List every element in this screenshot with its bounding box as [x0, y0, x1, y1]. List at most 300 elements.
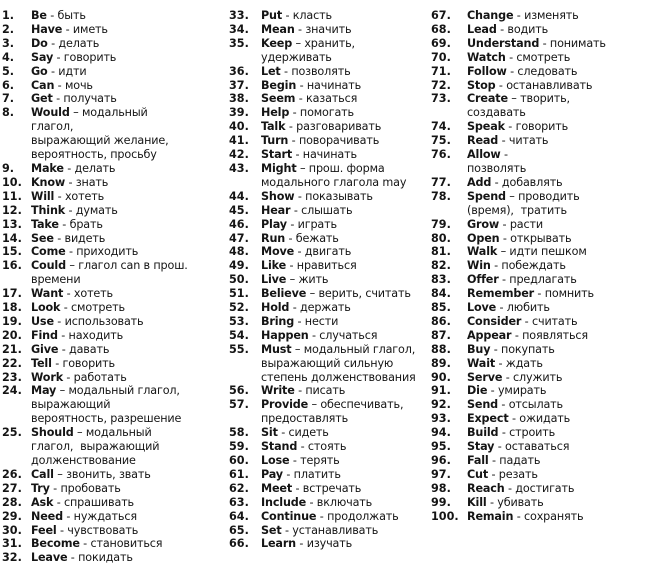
english-word: Run — [261, 231, 286, 245]
english-word: Kill — [467, 495, 487, 509]
item-text — [467, 9, 579, 23]
item-text — [31, 329, 123, 343]
item-text — [31, 524, 138, 538]
item-number: 22. — [2, 356, 22, 370]
item-number: 69. — [431, 36, 451, 50]
list-item — [229, 537, 429, 551]
list-item — [431, 343, 644, 357]
english-word: Change — [467, 9, 514, 22]
translation-continued: глагол, — [31, 120, 74, 134]
list-item — [431, 426, 644, 440]
list-item — [229, 398, 429, 426]
english-word: Might — [261, 161, 297, 175]
translation-continued: степень долженствования — [261, 370, 416, 384]
item-number: 56. — [229, 384, 249, 398]
english-word: Consider — [467, 314, 522, 328]
item-text — [467, 273, 577, 287]
list-item — [431, 329, 644, 343]
list-item — [2, 301, 224, 315]
english-word: Call — [31, 467, 54, 481]
english-word: Expect — [467, 412, 509, 426]
item-text — [31, 287, 113, 301]
item-text — [467, 23, 548, 37]
item-number: 78. — [431, 189, 451, 203]
list-item — [229, 287, 429, 301]
item-text — [31, 245, 138, 259]
translation: - смотреть — [505, 50, 571, 64]
english-word: Build — [467, 426, 499, 440]
list-item — [431, 496, 644, 510]
english-word: Hold — [261, 301, 290, 315]
english-word: Lose — [261, 454, 290, 467]
list-item — [2, 176, 224, 190]
translation: - двигать — [294, 245, 352, 259]
item-number: 28. — [2, 495, 22, 509]
item-number: 30. — [2, 523, 22, 537]
list-item — [431, 190, 644, 218]
item-text — [261, 79, 361, 93]
item-number: 82. — [431, 259, 451, 273]
translation: - побеждать — [490, 259, 566, 273]
translation: - пробовать — [49, 481, 121, 495]
item-text — [261, 204, 352, 218]
item-number: 48. — [229, 245, 249, 259]
english-word: Come — [31, 245, 66, 259]
item-number: 94. — [431, 426, 451, 440]
english-word: Take — [31, 217, 59, 231]
item-number: 73. — [431, 92, 451, 106]
list-item — [229, 65, 429, 79]
item-number: 23. — [2, 370, 22, 384]
translation: - говорить — [51, 356, 115, 370]
english-word: Ask — [31, 495, 54, 509]
item-text — [31, 218, 103, 232]
translation: - следовать — [506, 64, 578, 78]
item-number: 74. — [431, 120, 451, 134]
item-number: 31. — [2, 537, 22, 551]
list-item — [229, 510, 429, 524]
item-text — [31, 343, 109, 357]
item-number: 53. — [229, 314, 249, 328]
english-word: Continue — [261, 509, 317, 523]
item-number: 19. — [2, 314, 22, 328]
item-text — [467, 245, 587, 259]
english-word: Reach — [467, 481, 505, 495]
list-item — [431, 287, 644, 301]
list-item — [229, 106, 429, 120]
english-word: Help — [261, 106, 290, 120]
english-word: Cut — [467, 467, 489, 481]
item-text — [467, 287, 594, 301]
translation: - расти — [499, 217, 543, 231]
item-text — [31, 357, 115, 371]
translation: - приходить — [65, 245, 139, 259]
list-item — [431, 92, 644, 120]
list-item — [431, 301, 644, 315]
list-item — [229, 120, 429, 134]
item-number: 5. — [2, 64, 15, 78]
list-item — [229, 23, 429, 37]
translation-continued: выражающий сильную — [261, 356, 394, 370]
item-number: 72. — [431, 78, 451, 92]
list-item — [229, 9, 429, 23]
item-text — [31, 51, 116, 65]
translation: - хотеть — [54, 189, 105, 203]
translation: - говорить — [504, 120, 569, 134]
translation: - падать — [488, 454, 541, 467]
item-number: 13. — [2, 217, 22, 231]
english-word: Include — [261, 495, 307, 509]
item-number: 91. — [431, 384, 451, 398]
translation-continued: выражающий — [31, 398, 111, 412]
item-text — [467, 384, 546, 398]
item-text — [31, 65, 86, 79]
item-number: 20. — [2, 328, 22, 342]
list-item — [229, 148, 429, 162]
translation: - мочь — [54, 78, 93, 92]
item-number: 45. — [229, 203, 249, 217]
english-word: Put — [261, 9, 283, 22]
english-word: May — [31, 384, 57, 398]
english-word: Fall — [467, 454, 489, 467]
list-item — [2, 245, 224, 259]
item-number: 68. — [431, 22, 451, 36]
item-text — [261, 524, 378, 538]
item-number: 1. — [2, 9, 15, 22]
item-text — [31, 9, 86, 23]
english-word: Move — [261, 245, 295, 259]
translation-continued: времени — [31, 273, 81, 287]
list-item — [2, 37, 224, 51]
list-item — [2, 371, 224, 385]
item-text — [261, 190, 373, 204]
list-item — [431, 218, 644, 232]
item-number: 11. — [2, 189, 22, 203]
translation-continued: выражающий желание, — [31, 134, 169, 148]
english-word: Learn — [261, 537, 296, 551]
english-word: Turn — [261, 134, 289, 148]
list-item — [2, 287, 224, 301]
item-text — [31, 551, 133, 565]
translation: - ожидать — [508, 412, 571, 426]
item-text — [467, 51, 570, 65]
list-item — [229, 162, 429, 190]
translation: - показывать — [294, 189, 373, 203]
list-item — [2, 162, 224, 176]
translation: – идти пешком — [497, 245, 587, 259]
item-number: 75. — [431, 134, 451, 148]
english-word: Open — [467, 231, 500, 245]
translation: - изменять — [513, 9, 579, 22]
item-text — [31, 232, 105, 246]
list-item — [2, 92, 224, 106]
english-word: Appear — [467, 328, 512, 342]
item-number: 29. — [2, 509, 22, 523]
translation: - включать — [306, 495, 373, 509]
english-word: Pay — [261, 467, 283, 481]
item-text — [31, 301, 125, 315]
translation: - начинать — [296, 78, 362, 92]
list-item — [229, 259, 429, 273]
translation: - думать — [65, 203, 118, 217]
translation: – модальный — [73, 426, 152, 440]
item-number: 87. — [431, 328, 451, 342]
item-text — [31, 204, 118, 218]
translation: - служить — [502, 370, 563, 384]
item-text — [31, 482, 121, 496]
item-number: 47. — [229, 231, 249, 245]
translation: – глагол can в прош. — [65, 259, 188, 273]
item-number: 57. — [229, 398, 249, 412]
item-text — [261, 218, 337, 232]
translation: - стоять — [297, 440, 347, 454]
translation-continued: создавать — [467, 106, 526, 120]
item-text — [467, 440, 569, 454]
item-number: 8. — [2, 106, 15, 120]
english-word: Can — [31, 78, 55, 92]
list-item — [2, 65, 224, 79]
english-word: Watch — [467, 50, 506, 64]
item-text — [261, 384, 345, 398]
list-item — [229, 524, 429, 538]
item-text — [467, 329, 588, 343]
list-item — [431, 468, 644, 482]
list-item — [2, 9, 224, 23]
english-word: Stop — [467, 78, 496, 92]
list-item — [229, 426, 429, 440]
item-text — [467, 468, 538, 482]
english-word: Believe — [261, 287, 307, 301]
translation: - становиться — [79, 537, 163, 551]
translation: - играть — [286, 217, 337, 231]
translation-continued: предоставлять — [261, 412, 349, 426]
english-word: Become — [31, 537, 80, 551]
item-text — [261, 468, 341, 482]
list-item — [431, 23, 644, 37]
list-item — [229, 92, 429, 106]
translation: - класть — [282, 9, 332, 22]
translation: - смотреть — [60, 301, 125, 315]
item-number: 89. — [431, 356, 451, 370]
item-text — [467, 482, 574, 496]
item-number: 15. — [2, 245, 22, 259]
item-number: 27. — [2, 481, 22, 495]
english-word: Should — [31, 426, 74, 440]
english-word: Bring — [261, 314, 295, 328]
english-word: Try — [31, 481, 50, 495]
translation-continued: (время), тратить — [467, 203, 567, 217]
item-number: 40. — [229, 120, 249, 134]
item-number: 83. — [431, 273, 451, 287]
english-word: Be — [31, 9, 47, 22]
translation-continued: удерживать — [261, 50, 332, 64]
item-text — [467, 92, 570, 120]
english-word: Lead — [467, 22, 497, 36]
english-word: Know — [31, 175, 66, 189]
item-number: 86. — [431, 314, 451, 328]
list-item — [431, 232, 644, 246]
translation: - помогать — [289, 106, 354, 120]
list-item — [2, 329, 224, 343]
list-item — [229, 301, 429, 315]
item-text — [261, 537, 352, 551]
list-item — [229, 384, 429, 398]
item-text — [467, 79, 592, 93]
list-item — [431, 51, 644, 65]
english-word: Do — [31, 36, 48, 50]
translation: - знать — [65, 175, 109, 189]
english-word: Keep — [261, 36, 293, 50]
translation: – звонить, звать — [53, 467, 151, 481]
translation: - останавливать — [495, 78, 593, 92]
translation: - случаться — [308, 328, 378, 342]
english-word: Need — [31, 509, 63, 523]
item-text — [31, 371, 127, 385]
list-item — [431, 65, 644, 79]
list-item — [431, 510, 644, 524]
translation: - говорить — [53, 50, 117, 64]
item-number: 96. — [431, 454, 451, 467]
english-word: Walk — [467, 245, 498, 259]
item-number: 71. — [431, 64, 451, 78]
translation: - встречать — [292, 481, 362, 495]
list-item — [2, 482, 224, 496]
item-number: 18. — [2, 301, 22, 315]
item-number: 4. — [2, 50, 15, 64]
item-number: 41. — [229, 134, 249, 148]
item-number: 33. — [229, 9, 249, 22]
translation: - — [500, 148, 508, 162]
item-text — [261, 9, 332, 23]
item-text — [31, 190, 104, 204]
translation: - умирать — [487, 384, 547, 398]
item-text — [467, 65, 577, 79]
translation: – модальный глагол, — [56, 384, 180, 398]
item-number: 81. — [431, 245, 451, 259]
english-word: Play — [261, 217, 287, 231]
item-text — [467, 454, 540, 468]
english-word: Say — [31, 50, 54, 64]
item-number: 49. — [229, 259, 249, 273]
item-number: 66. — [229, 537, 249, 551]
list-item — [2, 510, 224, 524]
item-text — [31, 537, 162, 551]
list-item — [2, 524, 224, 538]
list-item — [2, 232, 224, 246]
item-text — [261, 398, 403, 426]
english-word: Read — [467, 134, 499, 148]
translation: - предлагать — [498, 273, 577, 287]
item-number: 70. — [431, 50, 451, 64]
list-item — [229, 190, 429, 204]
translation: - разговаривать — [285, 120, 382, 134]
translation: - убивать — [486, 495, 544, 509]
list-item — [2, 259, 224, 287]
english-word: Have — [31, 22, 63, 36]
item-text — [31, 162, 115, 176]
translation: - сохранять — [513, 509, 584, 523]
english-word: Allow — [467, 148, 501, 162]
list-item — [431, 315, 644, 329]
item-number: 52. — [229, 301, 249, 315]
item-text — [261, 454, 340, 468]
item-text — [261, 259, 357, 273]
list-item — [2, 51, 224, 65]
item-number: 63. — [229, 495, 249, 509]
item-number: 25. — [2, 426, 22, 440]
translation: - водить — [496, 22, 549, 36]
list-item — [229, 204, 429, 218]
item-number: 3. — [2, 36, 15, 50]
item-number: 7. — [2, 92, 15, 106]
list-item — [2, 468, 224, 482]
list-item — [431, 398, 644, 412]
translation: - продолжать — [316, 509, 399, 523]
item-number: 16. — [2, 259, 22, 273]
english-word: Die — [467, 384, 488, 398]
item-number: 9. — [2, 161, 15, 175]
english-word: Talk — [261, 120, 286, 134]
translation: - писать — [294, 384, 346, 398]
translation: - резать — [488, 467, 538, 481]
item-text — [261, 273, 328, 287]
translation: - сидеть — [277, 426, 329, 440]
list-item — [2, 79, 224, 93]
translation-continued: вероятность, просьбу — [31, 148, 157, 162]
translation: - открывать — [499, 231, 572, 245]
item-number: 60. — [229, 454, 249, 467]
translation-continued: глагол, выражающий — [31, 440, 160, 454]
item-text — [467, 371, 562, 385]
list-item — [431, 37, 644, 51]
item-number: 26. — [2, 467, 22, 481]
item-text — [467, 301, 550, 315]
translation: - добавлять — [491, 175, 563, 189]
translation-continued: позволять — [467, 161, 527, 175]
translation: - начинать — [292, 148, 357, 162]
item-text — [467, 496, 544, 510]
english-word: Find — [31, 328, 58, 342]
item-number: 67. — [431, 9, 451, 22]
translation: - значить — [294, 22, 352, 36]
item-number: 39. — [229, 106, 249, 120]
english-word: Stand — [261, 440, 298, 454]
list-item — [431, 454, 644, 468]
translation: - строить — [498, 426, 556, 440]
english-word: Work — [31, 370, 63, 384]
english-word: Happen — [261, 328, 309, 342]
translation: - чувствовать — [56, 523, 139, 537]
list-item — [229, 468, 429, 482]
english-word: Look — [31, 301, 61, 315]
list-item — [229, 134, 429, 148]
column-3 — [431, 9, 644, 524]
translation: - держать — [289, 301, 351, 315]
translation: - делать — [63, 161, 116, 175]
translation: - поворачивать — [288, 134, 380, 148]
list-item — [2, 343, 224, 357]
english-word: Think — [31, 203, 66, 217]
english-word: Will — [31, 189, 55, 203]
list-item — [229, 315, 429, 329]
english-word: Show — [261, 189, 295, 203]
english-word: Grow — [467, 217, 500, 231]
item-text — [31, 426, 159, 468]
english-word: Set — [261, 523, 282, 537]
item-text — [261, 106, 354, 120]
list-item — [229, 482, 429, 496]
list-item — [431, 259, 644, 273]
